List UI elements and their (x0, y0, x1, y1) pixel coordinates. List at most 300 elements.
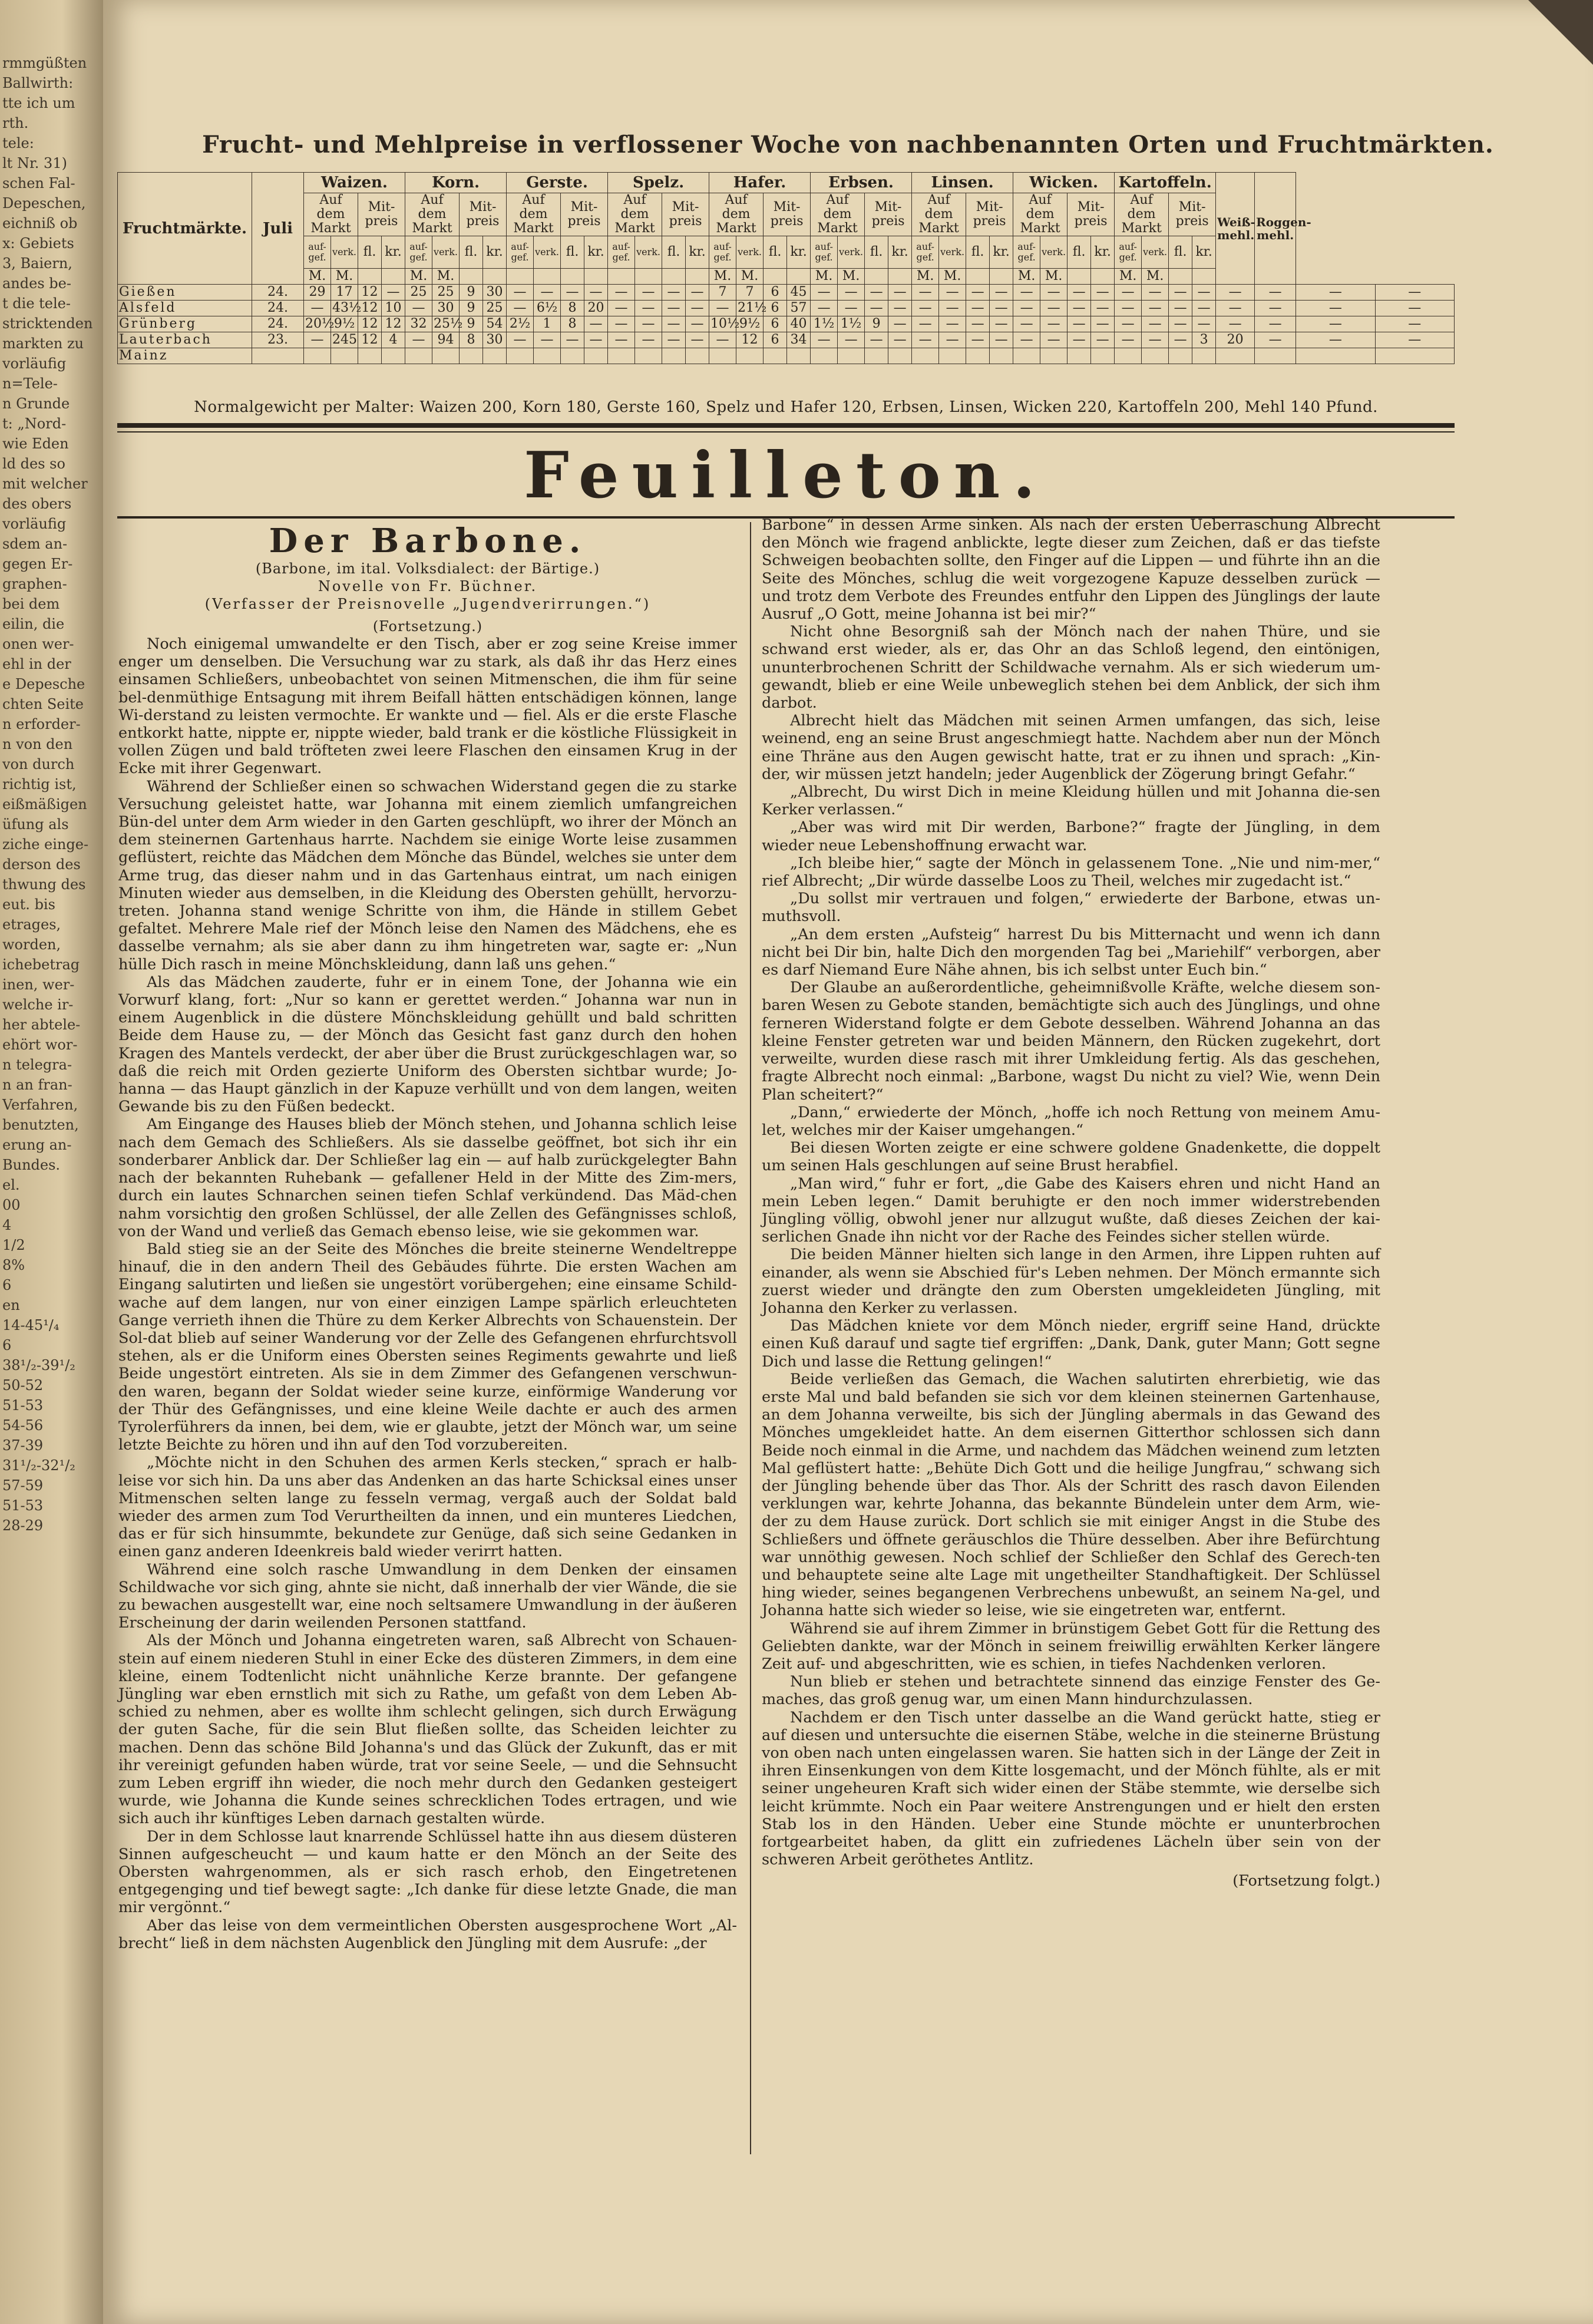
market-town: Alsfeld (118, 301, 252, 316)
spine-text-line: thwung des (2, 876, 86, 893)
unit-cell (966, 269, 990, 285)
price-cell: — (1091, 301, 1115, 316)
kreuzer-header: kr. (888, 236, 912, 269)
sold-header: verk. (1040, 236, 1067, 269)
price-cell: — (1255, 285, 1296, 301)
price-cell: 12 (358, 316, 382, 332)
price-cell: — (1013, 316, 1040, 332)
offered-header: auf-gef. (507, 236, 534, 269)
table-row (118, 316, 1455, 332)
price-cell: — (608, 301, 635, 316)
price-cell: — (608, 285, 635, 301)
unit-cell (787, 269, 811, 285)
section-rule-thin (117, 431, 1455, 433)
price-cell: — (990, 316, 1013, 332)
price-cell: 20 (1216, 332, 1255, 348)
price-cell: 32 (405, 316, 432, 332)
on-market-header: Auf dem Markt (912, 193, 966, 236)
flour-header: Roggen-mehl. (1255, 173, 1296, 285)
story-continued-label: (Fortsetzung.) (372, 618, 483, 635)
price-cell: — (912, 332, 939, 348)
spine-text-line: n=Tele- (2, 375, 58, 392)
page-corner-shadow (1528, 0, 1593, 65)
story-paragraph: „Aber was wird mit Dir werden, Barbone?“ fragte der Jüngling, in dem wieder neue Lebenshoffnung erwacht war. (762, 818, 1380, 854)
unit-cell: M. (838, 269, 865, 285)
price-cell: 7 (736, 285, 764, 301)
price-cell: — (635, 285, 662, 301)
story-paragraph: „Du sollst mir vertrauen und folgen,“ erwiederte der Barbone, etwas un-muthsvoll. (762, 890, 1380, 926)
price-cell (990, 348, 1013, 364)
price-cell: 20 (584, 301, 608, 316)
price-cell (686, 348, 709, 364)
grain-header: Gerste. (507, 173, 608, 193)
unit-cell (534, 269, 561, 285)
price-cell: — (888, 332, 912, 348)
spine-text-line: n an fran- (2, 1077, 72, 1093)
price-cell: — (1142, 316, 1169, 332)
spine-text-line: n von den (2, 736, 73, 752)
spine-text-line: ziche einge- (2, 836, 89, 853)
price-cell: — (1375, 285, 1454, 301)
sold-header: verk. (432, 236, 460, 269)
price-cell: 8 (561, 301, 584, 316)
unit-cell (990, 269, 1013, 285)
price-cell: 7 (709, 285, 736, 301)
spine-text-line: rth. (2, 115, 29, 131)
offered-header: auf-gef. (608, 236, 635, 269)
florin-header: fl. (1169, 236, 1192, 269)
market-date: 24. (252, 301, 304, 316)
story-paragraph: Nachdem er den Tisch unter dasselbe an die Wand gerückt hatte, stieg er auf diesen und untersuchte die eisernen Stäbe, welche in die steinerne Brüstung von oben nach unten eingelassen waren. Sie hatten sich in der Länge der Zeit in ihren Einsenkungen von dem Kitte losgemacht, und der Mönch fühlte, als er mit seiner ungeheuren Kraft sich wider einen der Stäbe stemmte, wie derselbe sich leicht krümmte. Noch ein Paar weitere Anstrengungen und er hielt den ersten Stab los in den Händen. Ueber eine Stunde möchte er ununterbrochen fortgearbeitet haben, da glitt ein zufriedenes Lächeln über sein von der schweren Arbeit geröthetes Antlitz. (762, 1708, 1380, 1869)
florin-header: fl. (764, 236, 787, 269)
price-cell: — (1255, 301, 1296, 316)
story-paragraph: Nicht ohne Besorgniß sah der Mönch nach der nahen Thüre, und sie schwand erst wieder, als er, das Ohr an das Schloß legend, den eintönigen, ununterbrochenen Schritt der Schildwache vernahm. Als er sich wiederum um-gewandt, blieb er eine Weile unbeweglich stehen bei dem Anblick, der sich ihm darbot. (762, 623, 1380, 712)
price-cell (483, 348, 507, 364)
grain-header: Hafer. (709, 173, 811, 193)
price-cell: — (1040, 285, 1067, 301)
spine-text-line: derson des (2, 856, 81, 873)
price-cell: — (1255, 316, 1296, 332)
price-cell (432, 348, 460, 364)
spine-text-line: n telegra- (2, 1057, 72, 1073)
spine-text-line: eilin, die (2, 616, 65, 632)
spine-text-line: tte ich um (2, 95, 75, 111)
spine-text-line: 28-29 (2, 1517, 44, 1534)
price-cell: — (534, 332, 561, 348)
price-cell: — (912, 316, 939, 332)
price-cell: — (608, 316, 635, 332)
spine-text-line: Ballwirth: (2, 75, 74, 91)
spine-text-line: wie Eden (2, 435, 69, 452)
spine-text-line: n erforder- (2, 716, 81, 732)
on-market-header: Auf dem Markt (811, 193, 865, 236)
spine-text-line: eichniß ob (2, 215, 78, 232)
mid-price-header: Mit-preis (764, 193, 811, 236)
on-market-header: Auf dem Markt (709, 193, 764, 236)
spine-text-line: 37-39 (2, 1437, 44, 1454)
story-paragraph: Der Glaube an außerordentliche, geheimnißvolle Kräfte, welche diesem son-baren Wesen zu Gebote standen, bemächtigte sich auch des Jünglings, und ohne ferneren Widerstand folgte er dem Gebote desselben. Während Johanna an das kleine Fenster getreten war und beiden Männern, den Rücken zugekehrt, dort verweilte, wurden diese rasch mit ihrer Umkleidung fertig. Als das geschehen, fragte Albrecht noch einmal: „Barbone, wagst Du nicht zu viel? Wie, wenn Dein Plan scheitert?“ (762, 979, 1380, 1104)
price-cell: — (1013, 332, 1040, 348)
spine-text-line: richtig ist, (2, 776, 77, 793)
price-cell (912, 348, 939, 364)
price-cell: 34 (787, 332, 811, 348)
price-cell: — (1192, 301, 1216, 316)
story-paragraph: Barbone“ in dessen Arme sinken. Als nach der ersten Ueberraschung Albrecht den Mönch wie fragend anblickte, legte dieser zum Zeichen, daß er das tiefste Schweigen beobachten sollte, den Finger auf die Lippen — und führte ihn an die Seite des Mönches, schlug die weit vorgezogene Kapuze desselben zurück — und trotz dem Verbote des Freundes entfuhr den Lippen des Jünglings der laute Ausruf „O Gott, meine Johanna ist bei mir?“ (762, 516, 1380, 623)
price-cell: 20½ (304, 316, 331, 332)
spine-text-line: etrages, (2, 916, 61, 933)
to-be-continued: (Fortsetzung folgt.) (1232, 1872, 1380, 1890)
price-cell: — (304, 332, 331, 348)
price-cell: 9 (460, 316, 483, 332)
price-cell: 6 (764, 301, 787, 316)
price-cell (888, 348, 912, 364)
price-cell: 25 (483, 301, 507, 316)
price-cell: — (865, 301, 888, 316)
price-cell: 4 (382, 332, 405, 348)
price-cell: 6½ (534, 301, 561, 316)
price-cell: 10 (382, 301, 405, 316)
spine-text-line: 1/2 (2, 1237, 25, 1253)
price-cell: — (1040, 301, 1067, 316)
unit-cell (1091, 269, 1115, 285)
price-cell: 1½ (811, 316, 838, 332)
market-town: Mainz (118, 348, 252, 364)
price-cell: — (686, 316, 709, 332)
unit-cell (1192, 269, 1216, 285)
price-cell: — (662, 301, 686, 316)
price-cell: — (888, 301, 912, 316)
price-cell: 1½ (838, 316, 865, 332)
price-cell: — (1192, 316, 1216, 332)
on-market-header: Auf dem Markt (608, 193, 662, 236)
kreuzer-header: kr. (584, 236, 608, 269)
price-cell: — (1216, 285, 1255, 301)
price-cell (331, 348, 358, 364)
spine-text-line: vorläufig (2, 516, 67, 532)
spine-text-line: graphen- (2, 576, 67, 592)
spine-text-line: 54-56 (2, 1417, 44, 1434)
market-date: 23. (252, 332, 304, 348)
spine-text-line: des obers (2, 496, 72, 512)
kreuzer-header: kr. (1091, 236, 1115, 269)
price-cell: — (1296, 332, 1375, 348)
price-cell: — (584, 316, 608, 332)
on-market-header: Auf dem Markt (507, 193, 561, 236)
price-cell: — (405, 301, 432, 316)
price-cell: — (1296, 285, 1375, 301)
spine-text-line: 14-45¹/₄ (2, 1317, 60, 1333)
price-cell: — (811, 285, 838, 301)
price-cell: — (1115, 332, 1142, 348)
story-paragraph: Der in dem Schlosse laut knarrende Schlüssel hatte ihn aus diesem düsteren Sinnen aufgescheucht — und kaum hatte er den Mönch an der Seite des Obersten wahrgenommen, als er sich rasch erhob, den Eingetretenen entgegenging und tief bewegt sagte: „Ich danke für diese letzte Gnade, die man mir vergönnt.“ (118, 1827, 737, 1917)
unit-cell (358, 269, 382, 285)
grain-header: Waizen. (304, 173, 405, 193)
price-cell (460, 348, 483, 364)
story-column-left (118, 516, 737, 1952)
price-cell (764, 348, 787, 364)
price-cell: — (912, 301, 939, 316)
price-cell: — (1169, 301, 1192, 316)
price-cell: — (405, 332, 432, 348)
price-cell: 25 (405, 285, 432, 301)
spine-text-line: sdem an- (2, 536, 68, 552)
story-paragraph: Noch einigemal umwandelte er den Tisch, aber er zog seine Kreise immer enger um denselben. Die Versuchung war zu stark, als daß ihr das Herz eines einsamen Schließers, unbeobachtet von seinen Mitmenschen, die ihm für seine bel-denmüthige Entsagung mit ihrem Beifall hätten entschädigen können, lange Wi-derstand zu leisten vermochte. Er wankte und — fiel. Als er die erste Flasche entkorkt hatte, nippte er, nippte wieder, bald trank er die köstliche Flüssigkeit in vollen Zügen und bald tröfteten zwei leere Flaschen den einsamen Krug in der Ecke mit ihrer Gegenwart. (118, 635, 737, 778)
unit-cell: M. (709, 269, 736, 285)
price-cell (1216, 348, 1255, 364)
price-cell: 25½ (432, 316, 460, 332)
story-paragraph: Beide verließen das Gemach, die Wachen salutirten ehrerbietig, wie das erste Mal und bald befanden sie sich vor dem kleinen steinernen Gartenhause, an dem Johanna verweilte, bis sich der Jüngling abermals in das Gewand des Mönches umgekleidet hatte. An dem eisernen Gitterthor schlossen sich dann Beide noch einmal in die Arme, und nachdem das Mädchen weinend zum letzten Mal geflüstert hatte: „Behüte Dich Gott und die heilige Jungfrau,“ schwang sich der Jüngling behende über das Thor. Als der Schritt des rasch davon Eilenden verklungen war, kehrte Johanna, das bekannte Bündelein unter dem Arm, wie-der zu dem Hause zurück. Dort schlich sie mit einiger Angst in die Stube des Schließers und öffnete geräuschlos die Thüre desselben. Aber ihre Befürchtung war unnöthig gewesen. Noch schlief der Schließer den Schlaf des Gerech-ten und behauptete seine alte Lage mit ungetheilter Standhaftigkeit. Der Schlüssel hing wieder, seines begangenen Verbrechens unbewußt, an seinem Na-gel, und Johanna hatte sich wieder so leise, wie sie eingetreten war, entfernt. (762, 1370, 1380, 1620)
price-cell (736, 348, 764, 364)
price-cell: 12 (358, 332, 382, 348)
spine-text-line: el. (2, 1177, 20, 1193)
price-cell: 17 (331, 285, 358, 301)
grain-header: Korn. (405, 173, 507, 193)
spine-text-line: üfung als (2, 816, 69, 833)
spine-text-line: ehört wor- (2, 1036, 78, 1053)
price-cell: 9 (460, 285, 483, 301)
price-cell: 10½ (709, 316, 736, 332)
on-market-header: Auf dem Markt (1115, 193, 1169, 236)
price-cell: — (865, 332, 888, 348)
mid-price-header: Mit-preis (662, 193, 709, 236)
price-cell: 54 (483, 316, 507, 332)
spine-text-line: Depeschen, (2, 195, 86, 212)
price-cell: — (608, 332, 635, 348)
unit-cell: M. (432, 269, 460, 285)
price-cell: — (709, 332, 736, 348)
sold-header: verk. (838, 236, 865, 269)
spine-text-line: t die tele- (2, 295, 71, 312)
offered-header: auf-gef. (1115, 236, 1142, 269)
sold-header: verk. (331, 236, 358, 269)
spine-text-line: n Grunde (2, 395, 70, 412)
grain-header: Wicken. (1013, 173, 1115, 193)
unit-cell (561, 269, 584, 285)
price-cell: 2½ (507, 316, 534, 332)
spine-text-line: schen Fal- (2, 175, 75, 192)
unit-cell (686, 269, 709, 285)
unit-cell (460, 269, 483, 285)
price-cell: 94 (432, 332, 460, 348)
market-date (252, 348, 304, 364)
price-cell (358, 348, 382, 364)
spine-text-line: tele: (2, 135, 34, 151)
price-cell (304, 348, 331, 364)
market-town: Lauterbach (118, 332, 252, 348)
price-cell: — (865, 285, 888, 301)
spine-text-line: ld des so (2, 455, 65, 472)
price-cell: — (990, 332, 1013, 348)
price-cell: — (686, 285, 709, 301)
price-cell: — (939, 316, 966, 332)
spine-text-line: lt Nr. 31) (2, 155, 67, 171)
offered-header: auf-gef. (811, 236, 838, 269)
price-cell (1115, 348, 1142, 364)
price-cell (1255, 348, 1296, 364)
price-cell: — (1169, 285, 1192, 301)
offered-header: auf-gef. (1013, 236, 1040, 269)
spine-text-line: erung an- (2, 1137, 72, 1153)
newspaper-page (103, 0, 1593, 2324)
spine-text-line: t: „Nord- (2, 415, 67, 432)
market-date: 24. (252, 285, 304, 301)
florin-header: fl. (865, 236, 888, 269)
story-paragraph: Als das Mädchen zauderte, fuhr er in einem Tone, der Johanna wie ein Vorwurf klang, fort: „Nur so kann er gerettet werden.“ Johanna war nun in einem Augenblick in die düstere Mönchskleidung gehüllt und bald schritten Beide dem Hause zu, — der Mönch das Gesicht fast ganz durch den hohen Kragen des Mantels verdeckt, der aber über die Brust zurückgeschlagen war, so daß die reich mit Orden gezierte Uniform des Obersten sichtbar wurde; Jo-hanna — das Haupt gänzlich in der Kapuze verhüllt und von dem langen, weiten Gewande bis zu den Füßen bedeckt. (118, 973, 737, 1116)
date-header: Juli (252, 173, 304, 285)
price-cell (382, 348, 405, 364)
table-row (118, 301, 1455, 316)
story-title: Der Barbone. (269, 521, 587, 560)
unit-cell (865, 269, 888, 285)
spine-text-line: 3, Baiern, (2, 255, 72, 272)
price-cell: — (1040, 316, 1067, 332)
price-cell (561, 348, 584, 364)
price-cell: — (838, 301, 865, 316)
price-cell (1013, 348, 1040, 364)
story-subtitle: (Barbone, im ital. Volksdialect: der Bärtige.) (255, 560, 600, 577)
price-cell (1296, 348, 1375, 364)
spine-text-line: 51-53 (2, 1497, 44, 1514)
spine-text-line: e Depesche (2, 676, 85, 692)
grain-header: Erbsen. (811, 173, 912, 193)
price-cell: — (1115, 301, 1142, 316)
unit-cell (662, 269, 686, 285)
price-cell: 21½ (736, 301, 764, 316)
price-cell: — (966, 285, 990, 301)
florin-header: fl. (662, 236, 686, 269)
unit-cell (1067, 269, 1091, 285)
kreuzer-header: kr. (483, 236, 507, 269)
price-cell: 9 (460, 301, 483, 316)
price-cell: — (1013, 285, 1040, 301)
florin-header: fl. (1067, 236, 1091, 269)
spine-text-line: andes be- (2, 275, 71, 292)
story-paragraph: „Möchte nicht in den Schuhen des armen Kerls stecken,“ sprach er halb-leise vor sich hin. Da uns aber das Andenken an das harte Schicksal eines unser Mitmenschen selten lange zu fesseln vermag, vergaß auch der Soldat bald wieder des armen zum Tod Verurtheilten da innen, und ein munteres Liedchen, das er für sich hinsummte, bekundete zur Genüge, daß sich seine Gedanken in einen ganz anderen Ideenkreis bald wieder verirrt hatten. (118, 1454, 737, 1561)
price-cell: — (1067, 316, 1091, 332)
price-cell: — (534, 285, 561, 301)
unit-cell: M. (331, 269, 358, 285)
unit-cell: M. (811, 269, 838, 285)
flour-header: Weiß-mehl. (1216, 173, 1255, 285)
price-cell (811, 348, 838, 364)
story-paragraph: „An dem ersten „Aufsteig“ harrest Du bis Mitternacht und wenn ich dann nicht bei Dir bin, halte Dich den morgenden Tag bei „Mariehilf“ verborgen, aber es darf Niemand Eure Nähe ahnen, bis ich selbst unter Euch bin.“ (762, 925, 1380, 979)
price-cell: — (584, 332, 608, 348)
price-cell: 30 (483, 285, 507, 301)
spine-text-line: 38¹/₂-39¹/₂ (2, 1357, 75, 1374)
spine-text-line: markten zu (2, 335, 84, 352)
kreuzer-header: kr. (787, 236, 811, 269)
price-cell (1040, 348, 1067, 364)
price-cell: 25 (432, 285, 460, 301)
spine-text-line: 00 (2, 1197, 21, 1213)
price-cell (1192, 348, 1216, 364)
price-cell (507, 348, 534, 364)
price-cell: — (1091, 316, 1115, 332)
price-cell: — (1296, 301, 1375, 316)
price-cell: — (1216, 316, 1255, 332)
price-cell: — (1115, 316, 1142, 332)
price-cell: — (966, 301, 990, 316)
unit-cell (483, 269, 507, 285)
spine-text-line: stricktenden (2, 315, 93, 332)
price-cell: 12 (736, 332, 764, 348)
spine-text-line: eut. bis (2, 896, 55, 913)
spine-text-line: mit welcher (2, 476, 88, 492)
spine-text-line: 31¹/₂-32¹/₂ (2, 1457, 75, 1474)
story-paragraph: „Ich bleibe hier,“ sagte der Mönch in gelassenem Tone. „Nie und nim-mer,“ rief Albrecht; „Dir würde dasselbe Loos zu Theil, welches mir zugedacht ist.“ (762, 854, 1380, 890)
price-cell (838, 348, 865, 364)
spine-text-line: 4 (2, 1217, 12, 1233)
florin-header: fl. (358, 236, 382, 269)
price-cell: — (709, 301, 736, 316)
price-cell: — (1255, 332, 1296, 348)
price-cell: 245 (331, 332, 358, 348)
price-cell: — (912, 285, 939, 301)
unit-cell (888, 269, 912, 285)
story-paragraph: Während eine solch rasche Umwandlung in dem Denken der einsamen Schildwache vor sich ging, ahnte sie nicht, daß innerhalb der vier Wände, die sie zu bewachen ausgestellt war, eine noch seltsamere Umwandlung in der äußeren Erscheinung der darin weilenden Personen stattfand. (118, 1560, 737, 1632)
spine-text-line: gegen Er- (2, 556, 73, 572)
price-cell (1142, 348, 1169, 364)
sold-header: verk. (635, 236, 662, 269)
story-column-right (762, 516, 1380, 1890)
price-cell: — (1067, 301, 1091, 316)
price-cell (635, 348, 662, 364)
price-cell: — (1013, 301, 1040, 316)
sold-header: verk. (939, 236, 966, 269)
markets-header: Fruchtmärkte. (118, 173, 252, 285)
spine-text-line: ehl in der (2, 656, 71, 672)
price-cell: 6 (764, 332, 787, 348)
kreuzer-header: kr. (1192, 236, 1216, 269)
price-cell: — (990, 285, 1013, 301)
price-cell: — (966, 332, 990, 348)
grain-header: Spelz. (608, 173, 709, 193)
spine-text-line: Verfahren, (2, 1097, 78, 1113)
spine-text-line: 6 (2, 1337, 12, 1354)
spine-text-line: rmmgüßten (2, 55, 87, 71)
story-paragraph: Während sie auf ihrem Zimmer in brünstigem Gebet Gott für die Rettung des Geliebten dankte, war der Mönch in seinem freiwillig erwählten Kerker längere Zeit auf- und abgeschritten, wie es schien, in tiefes Nachdenken verloren. (762, 1619, 1380, 1673)
mid-price-header: Mit-preis (460, 193, 507, 236)
spine-text-line: x: Gebiets (2, 235, 74, 252)
spine-text-line: en (2, 1297, 20, 1313)
unit-cell: M. (1142, 269, 1169, 285)
price-cell: — (507, 285, 534, 301)
price-cell: — (1115, 285, 1142, 301)
price-cell (865, 348, 888, 364)
story-author-note: (Verfasser der Preisnovelle „Jugendverirrungen.“) (204, 596, 651, 612)
on-market-header: Auf dem Markt (405, 193, 460, 236)
unit-cell (608, 269, 635, 285)
mid-price-header: Mit-preis (1067, 193, 1115, 236)
price-cell: — (1142, 332, 1169, 348)
price-cell (662, 348, 686, 364)
spine-text-line: vorläufig (2, 355, 67, 372)
spine-text-line: Bundes. (2, 1157, 61, 1173)
price-cell: — (662, 332, 686, 348)
price-cell: 30 (432, 301, 460, 316)
grain-header: Linsen. (912, 173, 1013, 193)
story-paragraph: Nun blieb er stehen und betrachtete sinnend das einzige Fenster des Ge-maches, das groß genug war, um einen Mann hindurchzulassen. (762, 1673, 1380, 1709)
unit-cell: M. (736, 269, 764, 285)
price-cell: — (990, 301, 1013, 316)
spine-text-line: 57-59 (2, 1477, 44, 1494)
story-paragraph: Während der Schließer einen so schwachen Widerstand gegen die zu starke Versuchung geleistet hatte, war Johanna mit einem ziemlich umfangreichen Bün-del unter dem Arm wieder in den Garten geschlüpft, wo ihrer der Mönch an dem steinernen Gartenhaus harrte. Nachdem sie einige Worte leise zusammen geflüstert, reichte das Mädchen dem Mönche das Bündel, welches sie unter dem Arme trug, das dieser nahm und in das Gartenhaus eintrat, um nach einigen Minuten wieder aus demselben, in die Kleidung des Obersten gehüllt, hervorzu-treten. Johanna stand wenige Schritte von ihm, die Hände in stillem Gebet gefaltet. Mehrere Male rief der Mönch leise den Namen des Mädchens, ehe es dasselbe vernahm; als sie aber dann zu ihm hingetreten war, sagte er: „Nun hülle Dich rasch in meine Mönchskleidung, dann laß uns gehen.“ (118, 777, 737, 973)
price-cell: 9½ (331, 316, 358, 332)
price-cell: — (1296, 316, 1375, 332)
unit-cell: M. (939, 269, 966, 285)
story-author: Novelle von Fr. Büchner. (318, 578, 538, 595)
price-cell: 40 (787, 316, 811, 332)
